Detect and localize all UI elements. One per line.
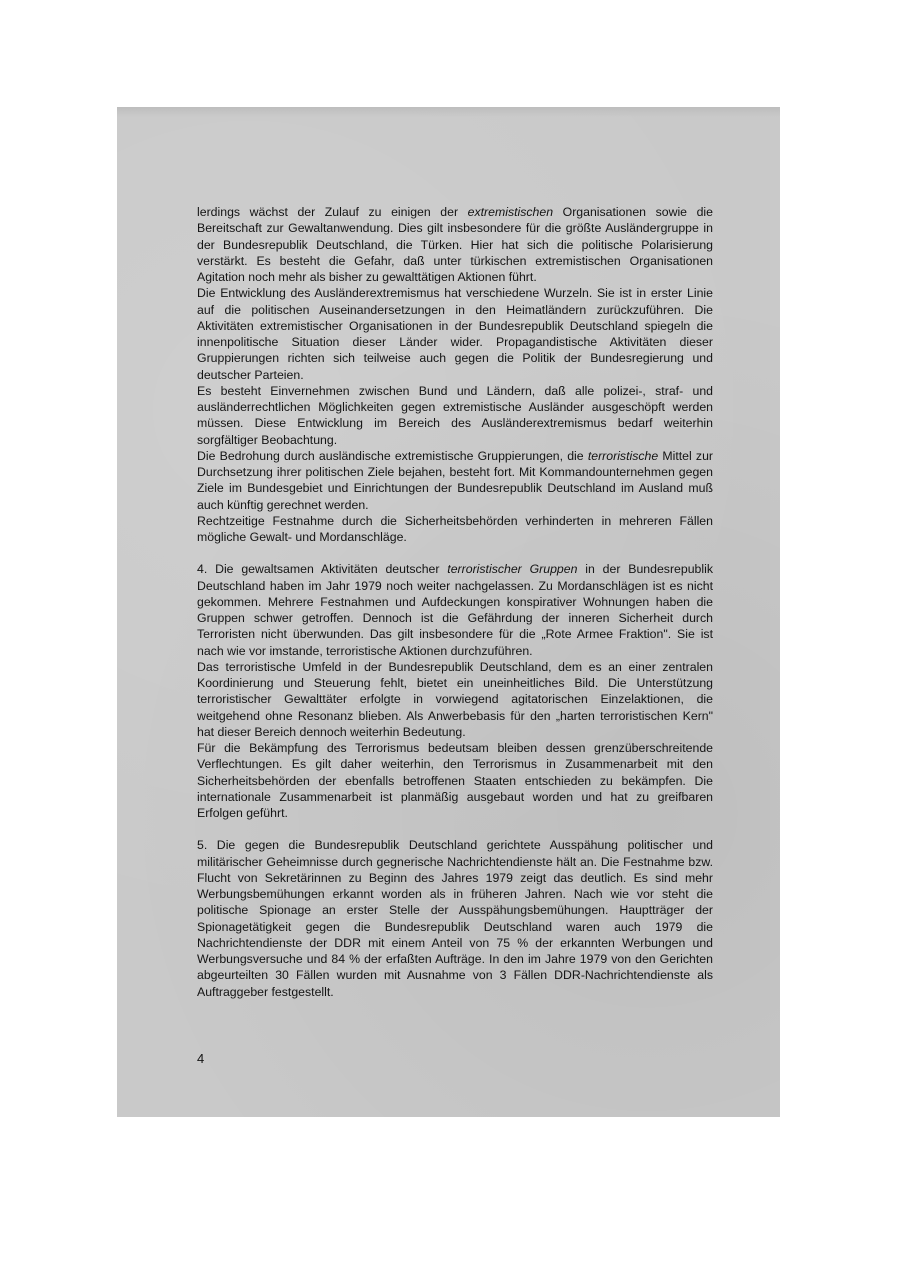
paragraph-1-text-b: Organisationen sowie die Bereitschaft zur Gewaltanwendung. Dies gilt insbesondere für die größte Ausländergruppe in der Bundesrepublik Deutschland, die Türken. Hier hat sich die politische Polarisierung verstärkt. Es besteht die Gefahr, daß unter türkischen extremistischen Organisationen Agitation noch mehr als bisher zu gewalttätigen Aktionen führt. [197, 205, 713, 284]
paragraph-6 [197, 561, 713, 659]
body-text [197, 204, 713, 1000]
paragraph-5: Rechtzeitige Festnahme durch die Sicherheitsbehörden verhinderten in mehreren Fällen mögliche Gewalt- und Mordanschläge. [197, 513, 713, 544]
paragraph-1 [197, 204, 713, 285]
paragraph-9: 5. Die gegen die Bundesrepublik Deutschland gerichtete Ausspähung politischer und militärischer Geheimnisse durch gegnerische Nachrichtendienste hält an. Die Festnahme bzw. Flucht von Sekretärinnen zu Beginn des Jahres 1979 zeigt das deutlich. Es sind mehr Werbungsbemühungen erkannt worden als in früheren Jahren. Nach wie vor steht die politische Spionage an erster Stelle der Ausspähungsbemühungen. Hauptträger der Spionagetätigkeit gegen die Bundesrepublik Deutschland waren auch 1979 die Nachrichtendienste der DDR mit einem Anteil von 75 % der erkannten Werbungen und Werbungsversuche und 84 % der erfaßten Aufträge. In den im Jahre 1979 von den Gerichten abgeurteilten 30 Fällen wurden mit Ausnahme von 3 Fällen DDR-Nachrichtendienste als Auftraggeber festgestellt. [197, 838, 713, 999]
paragraph-8: Für die Bekämpfung des Terrorismus bedeutsam bleiben dessen grenzüberschreitende Verflechtungen. Es gilt daher weiterhin, den Terrorismus in Zusammenarbeit mit den Sicherheitsbehörden der ebenfalls betroffenen Staaten entschieden zu bekämpfen. Die internationale Zusammenarbeit ist planmäßig ausgebaut worden und hat zu greifbaren Erfolgen geführt. [197, 741, 713, 820]
page-number: 4 [197, 1051, 205, 1066]
scan-edge [117, 107, 780, 117]
section-gap [197, 545, 713, 561]
paragraph-4-text-b: Mittel zur Durchsetzung ihrer politischen Ziele bejahen, besteht fort. Mit Kommandounternehmen gegen Ziele im Bundesgebiet und Einrichtungen der Bundesrepublik Deutschland im Ausland muß auch künftig gerechnet werden. [197, 448, 714, 512]
paragraph-3: Es besteht Einvernehmen zwischen Bund und Ländern, daß alle polizei-, straf- und ausländerrechtlichen Möglichkeiten gegen extremistische Ausländer ausgeschöpft werden müssen. Diese Entwicklung im Bereich des Ausländerextremismus bedarf weiterhin sorgfältiger Beobachtung. [197, 383, 713, 447]
section-gap [197, 821, 713, 837]
paragraph-6-text-a: 4. Die gewaltsamen Aktivitäten deutscher [197, 562, 448, 577]
paragraph-1-emphasis: extremistischen [467, 205, 554, 219]
scanned-page [117, 107, 780, 1117]
paragraph-4-text-a: Die Bedrohung durch ausländische extremistische Gruppierungen, die [197, 448, 588, 463]
paragraph-4 [197, 448, 713, 513]
paragraph-6-text-b: in der Bundesrepublik Deutschland haben im Jahr 1979 noch weiter nachgelassen. Zu Mordanschlägen ist es nicht gekommen. Mehrere Festnahmen und Aufdeckungen konspirativer Wohnungen haben die Gruppen schwer getroffen. Dennoch ist die Gefährdung der inneren Sicherheit durch Terroristen nicht überwunden. Das gilt insbesondere für die „Rote Armee Fraktion". Sie ist nach wie vor imstande, terroristische Aktionen durchzuführen. [197, 562, 714, 658]
paragraph-6-emphasis: terroristischer Gruppen [447, 562, 578, 577]
paragraph-7: Das terroristische Umfeld in der Bundesrepublik Deutschland, dem es an einer zentralen Koordinierung und Steuerung fehlt, bietet ein uneinheitliches Bild. Die Unterstützung terroristischer Gewalttäter erfolgte in vorwiegend agitatorischen Einzelaktionen, die weitgehend ohne Resonanz blieben. Als Anwerbebasis für den „harten terroristischen Kern" hat dieser Bereich dennoch weiterhin Bedeutung. [197, 659, 713, 739]
paragraph-1-text-a: lerdings wächst der Zulauf zu einigen der [197, 205, 468, 219]
paragraph-4-emphasis: terroristische [587, 448, 659, 463]
paragraph-2: Die Entwicklung des Ausländerextremismus hat verschiedene Wurzeln. Sie ist in erster Linie auf die politischen Auseinandersetzungen in den Heimatländern zurückzuführen. Die Aktivitäten extremistischer Organisationen in der Bundesrepublik Deutschland spiegeln die innenpolitische Situation dieser Länder wider. Propagandistische Aktivitäten dieser Gruppierungen richten sich teilweise auch gegen die Politik der Bundesregierung und deutscher Parteien. [197, 286, 713, 382]
